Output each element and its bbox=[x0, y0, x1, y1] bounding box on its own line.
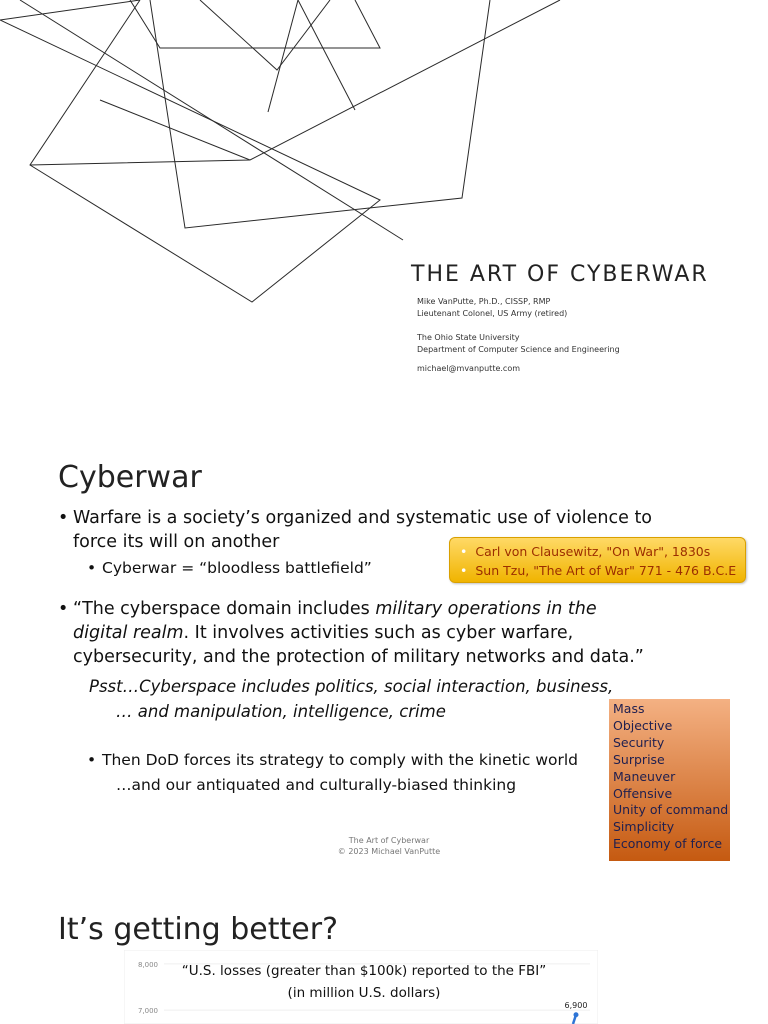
principle-item: Economy of force bbox=[613, 836, 723, 852]
principle-item: Mass bbox=[613, 701, 645, 716]
psst-note-line2: … and manipulation, intelligence, crime bbox=[116, 702, 446, 721]
chart-title: “U.S. losses (greater than $100k) reported to the FBI” bbox=[181, 963, 547, 979]
bullet-dot: • bbox=[58, 599, 69, 619]
principle-item: Objective bbox=[613, 717, 673, 733]
bullet-warfare-cont bbox=[73, 530, 279, 554]
slide-heading: Cyberwar bbox=[58, 460, 202, 495]
principles-of-war-box bbox=[609, 699, 730, 861]
quote-sun-tzu: • Sun Tzu, "The Art of War" 771 - 476 B.C.E bbox=[460, 563, 737, 578]
quote-clausewitz: • Carl von Clausewitz, "On War", 1830s bbox=[460, 544, 711, 559]
bullet-warfare-line2: force its will on another bbox=[73, 532, 280, 552]
footer-title: The Art of Cyberwar bbox=[348, 836, 430, 845]
slide-heading: It’s getting better? bbox=[58, 912, 339, 947]
author-name: Mike VanPutte, Ph.D., CISSP, RMP bbox=[417, 297, 551, 306]
principle-item: Unity of command bbox=[613, 802, 729, 818]
sub-bullet-cyberwar bbox=[87, 556, 372, 580]
data-point bbox=[574, 1012, 579, 1017]
y-tick-label: 8,000 bbox=[137, 960, 158, 969]
bullet-warfare-line1: Warfare is a society’s organized and systematic use of violence to bbox=[73, 508, 653, 528]
bullet-dot: • bbox=[58, 508, 69, 528]
author-rank: Lieutenant Colonel, US Army (retired) bbox=[417, 309, 568, 318]
principle-item: Surprise bbox=[613, 751, 665, 767]
principle-item: Simplicity bbox=[613, 819, 675, 835]
data-label: 6,900 bbox=[564, 1000, 588, 1010]
university-name: The Ohio State University bbox=[417, 333, 520, 342]
psst-note-line1: Psst…Cyberspace includes politics, social interaction, business, bbox=[89, 677, 614, 696]
bullet-dot: • bbox=[87, 559, 97, 577]
principle-item: Offensive bbox=[613, 785, 673, 801]
slide-footer bbox=[338, 835, 440, 857]
principle-item: Maneuver bbox=[613, 768, 676, 784]
bullet-cyberspace-domain-line3: cybersecurity, and the protection of military networks and data.” bbox=[73, 647, 644, 667]
y-tick-label: 7,000 bbox=[137, 1007, 158, 1016]
title-slide bbox=[0, 0, 768, 432]
fbi-losses-chart bbox=[124, 950, 598, 1024]
bullet-dot: • bbox=[87, 751, 97, 769]
bullet-cyberspace-domain: • “The cyberspace domain includes military operations in the bbox=[58, 599, 597, 619]
cyberwar-slide bbox=[0, 432, 768, 864]
presentation-title: THE ART OF CYBERWAR bbox=[411, 262, 709, 287]
quote-sources-box bbox=[449, 537, 746, 583]
sub-bullet-dod: • Then DoD forces its strategy to comply with the kinetic world bbox=[102, 748, 578, 772]
losses-slide bbox=[0, 890, 768, 1024]
slide-separator bbox=[0, 864, 768, 890]
sub-bullet-cyberwar-text: Cyberwar = “bloodless battlefield” bbox=[102, 559, 372, 577]
author-email: michael@mvanputte.com bbox=[417, 364, 521, 373]
sub-bullet-dod-cont: …and our antiquated and culturally-biased thinking bbox=[116, 776, 517, 794]
chart-subtitle: (in million U.S. dollars) bbox=[287, 985, 441, 1001]
bullet-cyberspace-domain-line2: digital realm. It involves activities such as cyber warfare, bbox=[73, 623, 574, 643]
department-name: Department of Computer Science and Engineering bbox=[417, 345, 620, 354]
principle-item: Security bbox=[613, 734, 665, 750]
bullet-warfare bbox=[58, 506, 653, 530]
geometric-line-art bbox=[0, 0, 768, 432]
footer-copyright: © 2023 Michael VanPutte bbox=[337, 847, 441, 856]
